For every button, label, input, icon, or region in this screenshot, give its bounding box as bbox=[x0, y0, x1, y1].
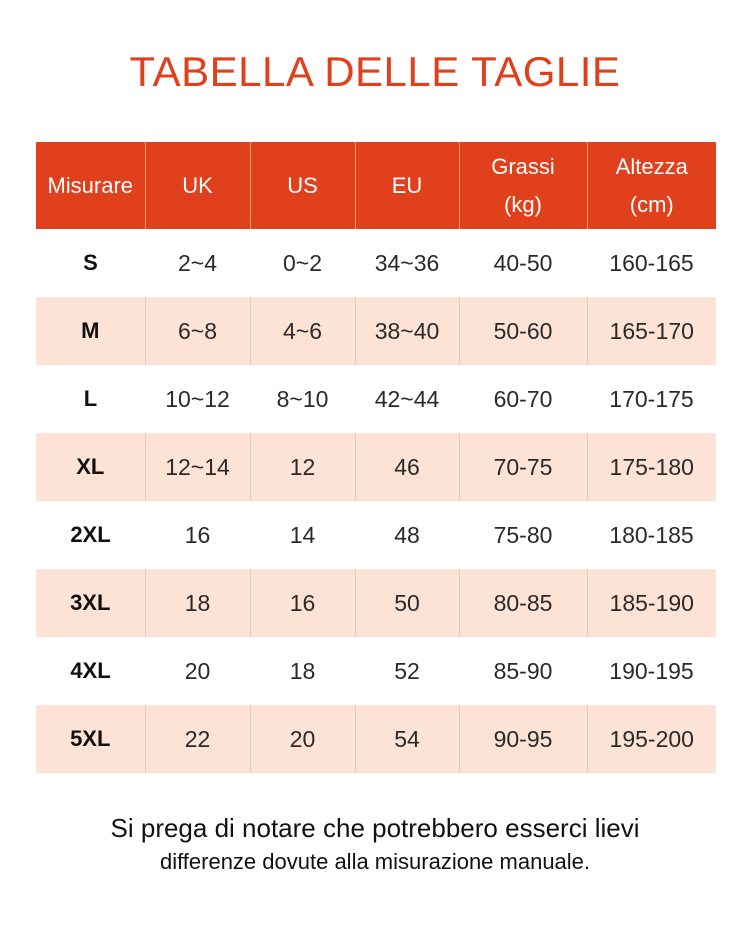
header-label: Grassi bbox=[491, 153, 555, 179]
table-body bbox=[36, 229, 716, 773]
table-cell: 70-75 bbox=[459, 433, 587, 501]
size-label: M bbox=[36, 297, 145, 365]
header-unit: (cm) bbox=[629, 191, 674, 217]
table-cell: 0~2 bbox=[282, 249, 322, 276]
size-label: XL bbox=[36, 433, 145, 501]
header-unit: (kg) bbox=[504, 191, 542, 217]
size-label: 2XL bbox=[70, 522, 111, 547]
table-cell: 75-80 bbox=[493, 521, 553, 548]
table-cell: 12~14 bbox=[145, 433, 250, 501]
table-cell: 14 bbox=[289, 521, 316, 548]
header-row bbox=[36, 142, 716, 229]
size-label: L bbox=[83, 386, 98, 411]
page-title: TABELLA DELLE TAGLIE bbox=[129, 48, 621, 95]
table-cell: 20 bbox=[184, 657, 211, 684]
table-cell: 2~4 bbox=[177, 249, 217, 276]
header-measure bbox=[36, 142, 145, 229]
table-cell: 90-95 bbox=[459, 705, 587, 773]
size-chart-table bbox=[36, 142, 716, 773]
table-cell: 175-180 bbox=[587, 433, 716, 501]
table-cell: 38~40 bbox=[355, 297, 459, 365]
table-cell: 54 bbox=[355, 705, 459, 773]
header-label: Misurare bbox=[47, 172, 134, 198]
note-line-2: differenze dovute alla misurazione manuale. bbox=[159, 849, 591, 874]
size-label: S bbox=[83, 250, 98, 275]
table-cell: 4~6 bbox=[250, 297, 355, 365]
table-cell: 6~8 bbox=[145, 297, 250, 365]
table-cell: 50 bbox=[355, 569, 459, 637]
header-label: EU bbox=[391, 172, 423, 198]
table-cell: 170-175 bbox=[609, 385, 694, 412]
table-cell: 8~10 bbox=[276, 385, 329, 412]
table-row bbox=[36, 569, 716, 637]
table-cell: 18 bbox=[145, 569, 250, 637]
table-row bbox=[36, 365, 716, 433]
header-uk bbox=[145, 142, 250, 229]
table-cell: 46 bbox=[355, 433, 459, 501]
table-cell: 52 bbox=[394, 657, 420, 684]
table-row bbox=[36, 433, 716, 501]
size-label: 4XL bbox=[70, 658, 111, 683]
table-cell: 48 bbox=[394, 521, 420, 548]
table-cell: 85-90 bbox=[493, 657, 553, 684]
disclaimer-note bbox=[0, 810, 750, 878]
table-cell: 40-50 bbox=[493, 249, 553, 276]
table-cell: 16 bbox=[250, 569, 355, 637]
table-row bbox=[36, 501, 716, 569]
table-cell: 165-170 bbox=[587, 297, 716, 365]
table-cell: 10~12 bbox=[165, 385, 230, 412]
table-header bbox=[36, 142, 716, 229]
table-cell: 12 bbox=[250, 433, 355, 501]
header-label: Altezza bbox=[615, 153, 688, 179]
header-weight bbox=[459, 142, 587, 229]
table-cell: 60-70 bbox=[493, 385, 553, 412]
header-label: UK bbox=[182, 172, 213, 198]
table-cell: 42~44 bbox=[374, 385, 440, 412]
table-row bbox=[36, 637, 716, 705]
table-cell: 160-165 bbox=[609, 249, 694, 276]
header-us bbox=[250, 142, 355, 229]
table-cell: 18 bbox=[289, 657, 316, 684]
table-cell: 195-200 bbox=[587, 705, 716, 773]
table-cell: 180-185 bbox=[609, 521, 694, 548]
table-cell: 16 bbox=[184, 521, 211, 548]
table-row bbox=[36, 705, 716, 773]
size-label: 3XL bbox=[36, 569, 145, 637]
table-cell: 22 bbox=[145, 705, 250, 773]
table-row bbox=[36, 229, 716, 297]
header-label: US bbox=[287, 172, 318, 198]
table-cell: 190-195 bbox=[609, 657, 694, 684]
table-cell: 34~36 bbox=[374, 249, 440, 276]
table-cell: 185-190 bbox=[587, 569, 716, 637]
header-eu bbox=[355, 142, 459, 229]
table-cell: 50-60 bbox=[459, 297, 587, 365]
note-line-1: Si prega di notare che potrebbero esserci lievi bbox=[110, 813, 640, 843]
table-cell: 20 bbox=[250, 705, 355, 773]
size-label: 5XL bbox=[36, 705, 145, 773]
table-cell: 80-85 bbox=[459, 569, 587, 637]
header-height bbox=[587, 142, 716, 229]
table-row bbox=[36, 297, 716, 365]
